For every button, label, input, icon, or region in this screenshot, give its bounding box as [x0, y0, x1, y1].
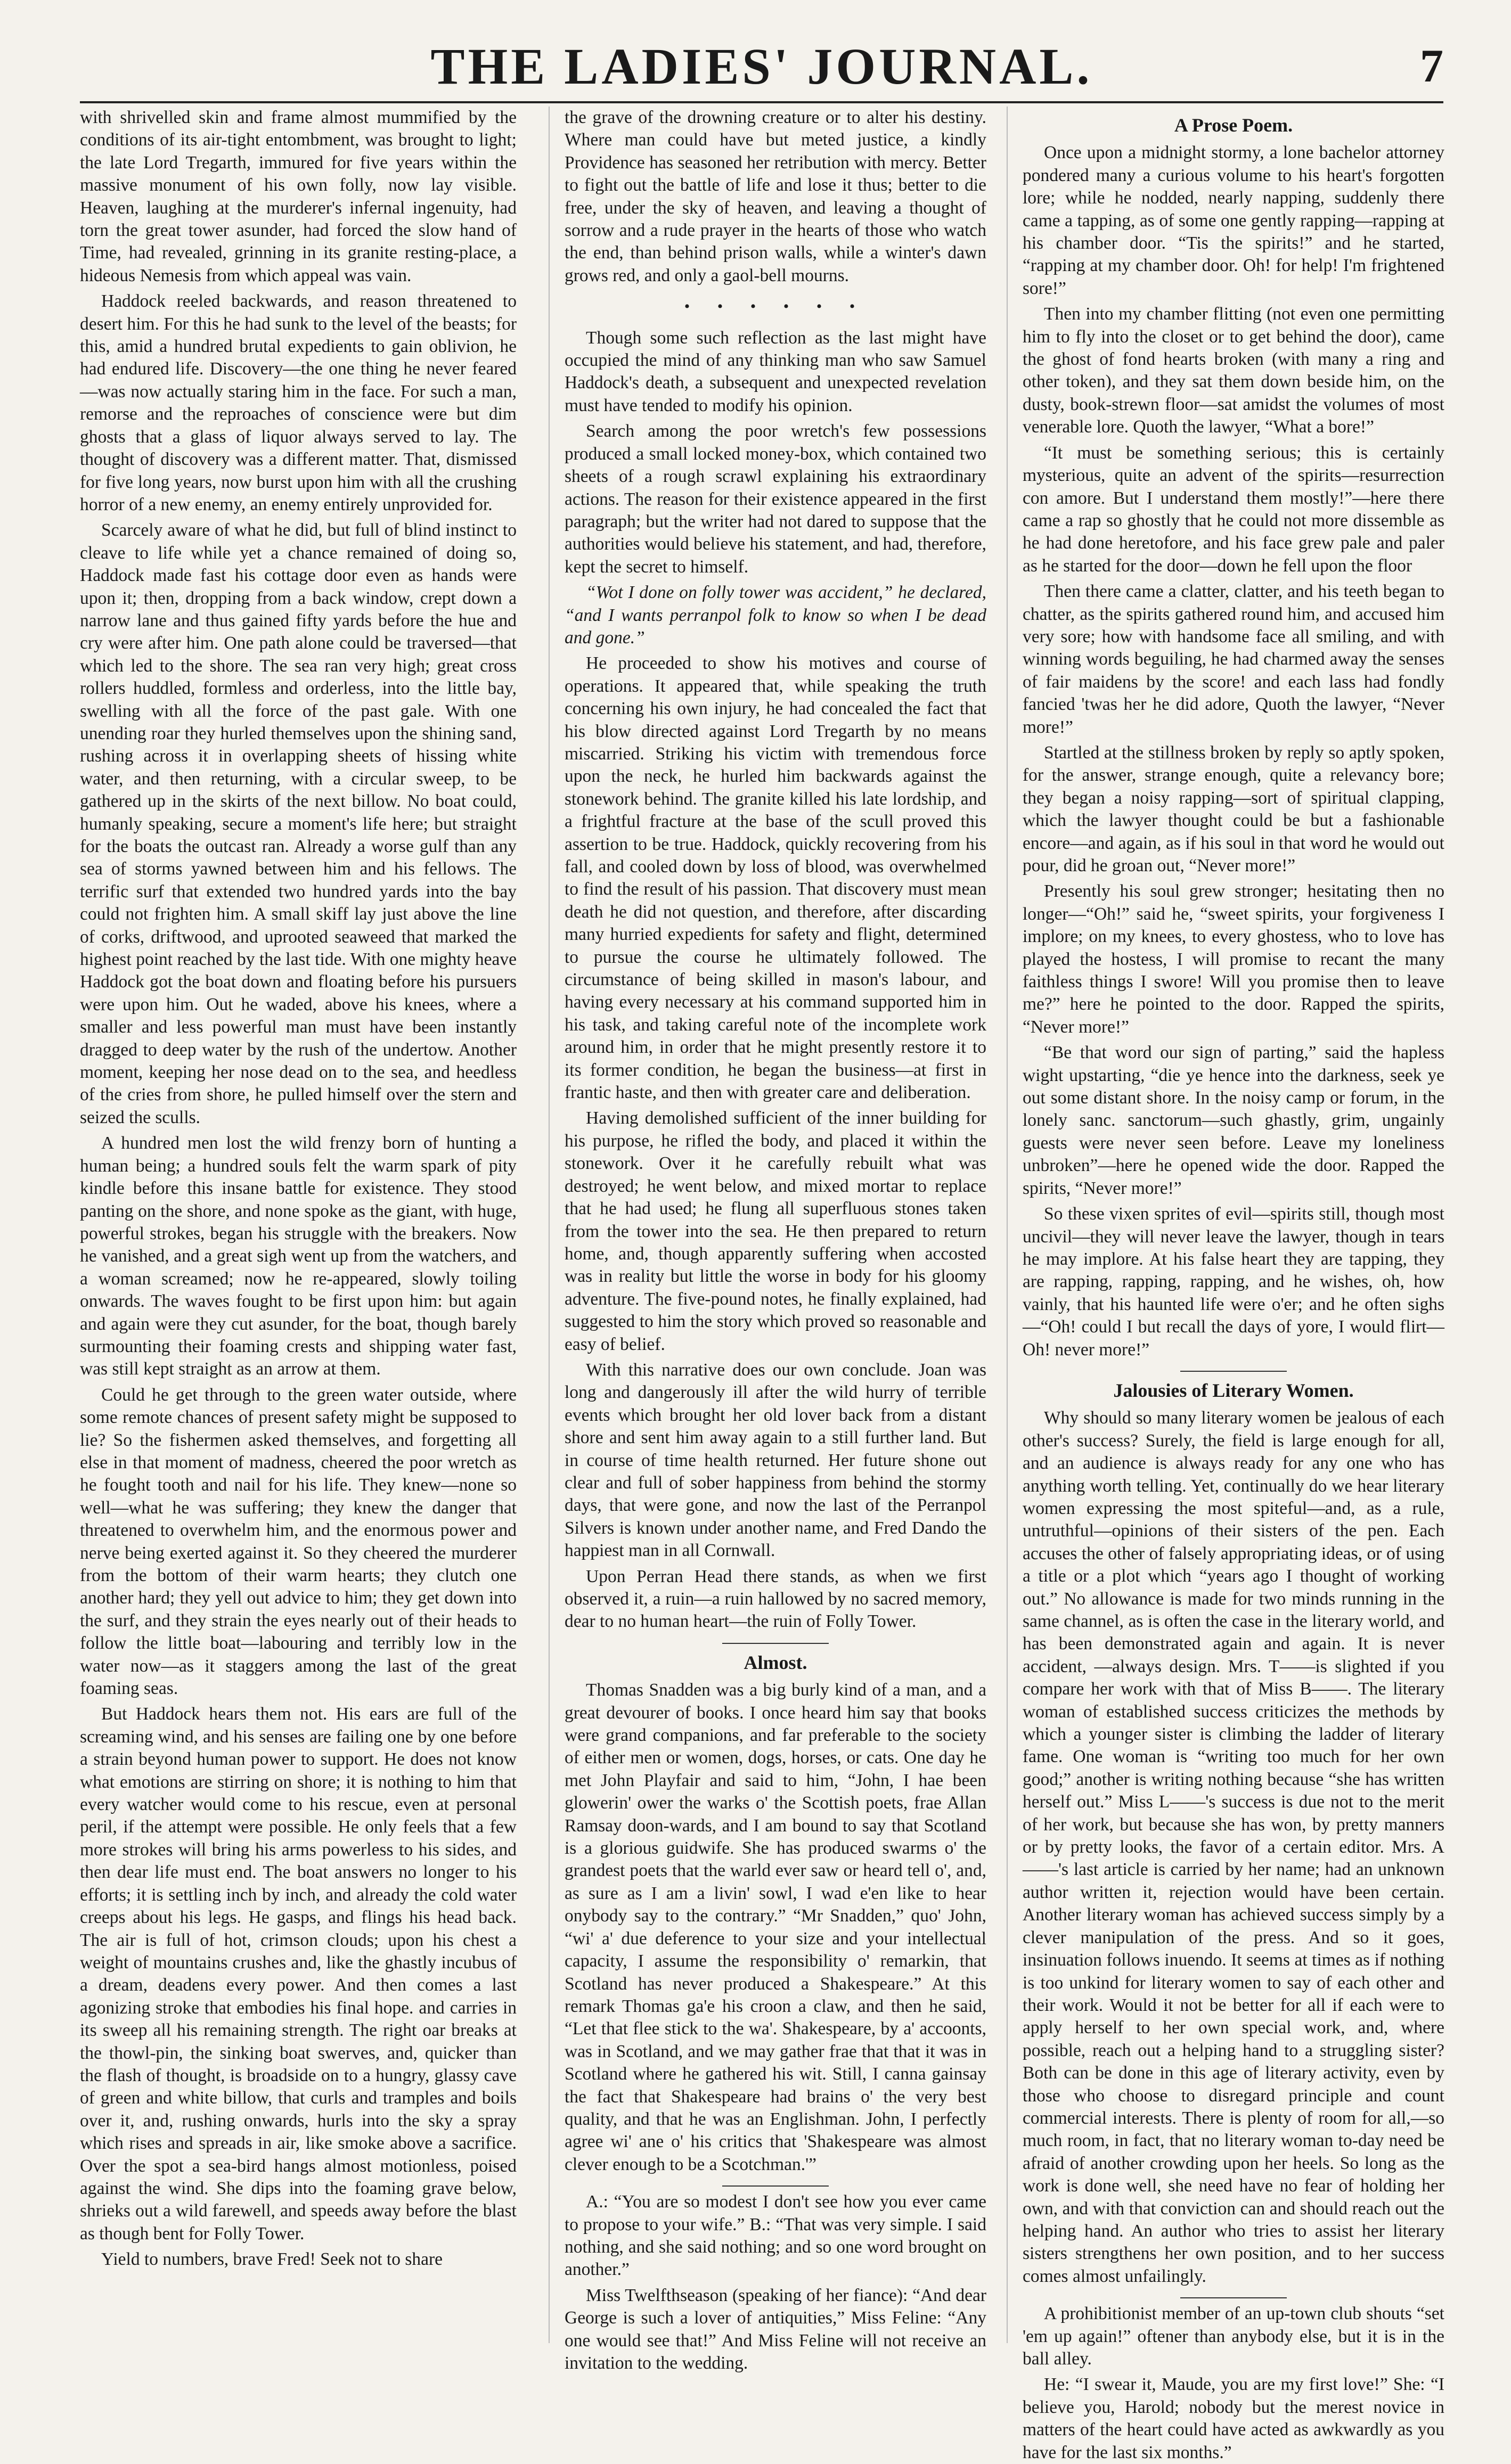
paragraph: He: “I swear it, Maude, you are my first love!” She: “I believe you, Harold; nobody but the merest novice in matters of the heart could have acted as awkwardly as you have for the last six months.” [1023, 2375, 1444, 2462]
paragraph: Then into my chamber flitting (not even one permitting him to fly into the closet or to get behind the door), came the ghost of fond hearts broken (with many a ring and other token), and they sat them down beside him, on the dusty, book-strewn floor—sat amidst the volumes of most venerable lore. Quoth the lawyer, “What a bore!” [1023, 304, 1444, 437]
paragraph: Once upon a midnight stormy, a lone bachelor attorney pondered many a curious volume to his heart's forgotten lore; while he nodded, nearly napping, suddenly there came a tapping, as of some one gently rapping—rapping at his chamber door. “Tis the spirits!” and he started, “rapping at my chamber door. Oh! for help! I'm frightened sore!” [1023, 143, 1444, 298]
divider [1180, 1371, 1287, 1372]
paragraph: Presently his soul grew stronger; hesitating then no longer—“Oh!” said he, “sweet spirits, your forgiveness I implore; on my knees, to every ghostess, who to love has played the hostess, I will promise to recant the many faithless things I swore! Will you promise then to leave me?” here he pointed to the door. Rapped the spirits, “Never more!” [1023, 881, 1444, 1037]
paragraph: Miss Twelfthseason (speaking of her fiance): “And dear George is such a lover of antiquities,” Miss Feline: “Any one would see that!” And Miss Feline will not receive an invitation to the wedding. [565, 2285, 986, 2373]
column-2 [549, 107, 986, 2373]
divider [722, 2185, 829, 2187]
paragraph: Could he get through to the green water outside, where some remote chances of present safety might be supposed to lie? So the fishermen asked themselves, and forgetting all else in that moment of madness, cheered the poor wretch as he fought tooth and nail for his life. They knew—none so well—what he was suffering; they knew the danger that threatened to overwhelm him, and the enormous power and nerve being exerted against it. So they cheered the murderer from the bottom of their warm hearts; they clutch one another hard; they yell out advice to him; they get down into the surf, and they strain the eyes nearly out of their heads to follow the little boat—labouring and terribly low in the water now—as it staggers among the last of the great foaming seas. [80, 1385, 517, 1699]
story-continuation [80, 107, 517, 2271]
journal-title: THE LADIES' JOURNAL. [430, 38, 1093, 95]
paragraph: Thomas Snadden was a big burly kind of a man, and a great devourer of books. I once heard him say that books were grand companions, and far preferable to the society of either men or women, dogs, horses, or cats. One day he met John Playfair and said to him, “John, I hae been glowerin' ower the warks o' the Scottish poets, frae Allan Ramsay doon-wards, and I am bound to say that Scotland is a glorious guidwife. She has produced swarms o' the grandest poets that the warld ever saw or heard tell o', and, as sure as I am a livin' sowl, I wad e'en like to hear onybody say to the contrary.” “Mr Snadden,” quo' John, “wi' a' due deference to your size and your intellectual capacity, I assume the responsibility o' remarkin, that Scotland has never produced a Shakespeare.” At this remark Thomas ga'e his croon a claw, and then he said, “Let that flee stick to the wa'. Shakespeare, by a' accoonts, was in Scotland, and we may gather frae that that it was in Scotland where he gathered his wit. Still, I canna gainsay the fact that Shakespeare had brains o' the very best quality, and that he was an Englishman. John, I perfectly agree wi' ane o' his critics that 'Shakespeare was almost clever enough to be a Scotchman.'” [565, 1680, 986, 2174]
page-number: 7 [1420, 40, 1443, 92]
paragraph: Yield to numbers, brave Fred! Seek not to share [101, 2249, 443, 2270]
masthead [80, 37, 1443, 103]
section-break-dots: • • • • • • [684, 298, 867, 316]
paragraph: Haddock reeled backwards, and reason threatened to desert him. For this he had sunk to the level of the beasts; for this, amid a hundred brutal expedients to gain oblivion, he had endured life. Discovery—the one thing he never feared—was now actually staring him in the face. For such a man, remorse and the reproaches of conscience were but dim ghosts that a glass of liquor always served to lay. The thought of discovery was a different matter. That, dismissed for five long years, now burst upon him with all the crushing horror of a new enemy, an enemy entirely unprovided for. [80, 291, 517, 514]
almost-heading: Almost. [744, 1651, 807, 1673]
paragraph: Upon Perran Head there stands, as when we first observed it, a ruin—a ruin hallowed by no sacred memory, dear to no human heart—the ruin of Folly Tower. [565, 1566, 986, 1632]
column-3 [1007, 107, 1444, 2462]
paragraph: Scarcely aware of what he did, but full of blind instinct to cleave to life while yet a chance remained of doing so, Haddock made fast his cottage door even as hands were upon it; then, dropping from a back window, crept down a narrow lane and thus gained fifty yards before the hue and cry were after him. One path alone could be traversed—that which led to the shore. The sea ran very high; great cross rollers huddled, formless and orderless, into the little bay, swelling with all the force of the past gale. With one unending roar they hurled themselves upon the shining sand, rushing across it in overlapping sheets of hissing white water, and then returning, with a circular sweep, to be gathered up in the skirts of the next billow. No boat could, humanly speaking, secure a moment's life here; but straight for the boats the outcast ran. Already a worse gulf than any sea of storms yawned between him and his fellows. The terrific surf that extended two hundred yards into the bay could not frighten him. A small skiff lay just above the line of corks, driftwood, and uprooted seaweed that marked the highest point reached by the last tide. With one mighty heave Haddock got the boat down and floating before his pursuers were upon him. Out he waded, above his knees, where a smaller and less powerful man must have been instantly dragged to deep water by the rush of the undertow. Another moment, keeping her nose dead on to the sea, and heedless of the cries from shore, he pulled himself over the stern and seized the sculls. [80, 520, 517, 1127]
divider [1180, 2297, 1287, 2298]
paragraph: with shrivelled skin and frame almost mummified by the conditions of its air-tight entombment, was brought to light; the late Lord Tregarth, immured for five years within the massive monument of his own folly, now lay visible. Heaven, laughing at the murderer's infernal ingenuity, had torn the great tower asunder, had forced the slow hand of Time, had revealed, grinning in its granite resting-place, a hideous Nemesis from which appeal was vain. [80, 108, 517, 285]
paragraph: the grave of the drowning creature or to alter his destiny. Where man could have but meted justice, a kindly Providence has seasoned her retribution with mercy. Better to fight out the battle of life and lose it thus; better to die free, under the sky of heaven, and leaving a thought of sorrow and a rude prayer in the hearts of those who watch the end, than behind prison walls, while a winter's dawn grows red, and only a gaol-bell mourns. [565, 108, 986, 285]
jealousies-heading: Jalousies of Literary Women. [1113, 1379, 1354, 1401]
paragraph: But Haddock hears them not. His ears are full of the screaming wind, and his senses are failing one by one before a strain beyond human power to support. He does not know what emotions are stirring on shore; it is nothing to him that every watcher would come to his rescue, even at personal peril, if the attempt were possible. He only feels that a few more strokes will bring his arms powerless to his sides, and then dear life must end. The boat answers no longer to his efforts; it is settling inch by inch, and already the cold water creeps about his legs. He gasps, and flings his head back. The air is full of hot, crimson clouds; upon his chest a weight of mountains crushes and, like the ghastly incubus of a dream, deadens every power. And then comes a last agonizing stroke that embodies his final hope. and carries in its sweep all his remaining strength. The right oar breaks at the thowl-pin, the sinking boat swerves, and, quicker than the flash of thought, is broadside on to a hungry, glassy cave of green and white billow, that curls and tramples and boils over it, and, rushing onwards, hurls into the sky a spray which rises and spreads in air, like smoke above a sacrifice. Over the spot a sea-bird hangs almost motionless, poised against the wind. She dips into the foaming grave below, shrieks out a wild farewell, and speeds away before the blast as though bent for Folly Tower. [80, 1704, 517, 2244]
paragraph: “Be that word our sign of parting,” said the hapless wight upstarting, “die ye hence into the darkness, seek ye out some distant shore. In the noisy camp or forum, in the lonely sanc. sanctorum—such ghastly, grim, ungainly guests were never seen before. Leave my loneliness unbroken”—here he opened wide the door. Rapped the spirits, “Never more!” [1023, 1043, 1444, 1198]
paragraph: A hundred men lost the wild frenzy born of hunting a human being; a hundred souls felt the warm spark of pity kindle before this insane battle for existence. They stood panting on the shore, and none spoke as the giant, with huge, powerful strokes, began his struggle with the breakers. Now he vanished, and a great sigh went up from the watchers, and a woman screamed; now he re-appeared, slowly toiling onwards. The waves fought to be first upon him: but again and again were they cut asunder, for the boat, though barely surmounting their foaming crests and shipping water fast, was still kept straight as an arrow at them. [80, 1133, 517, 1379]
paragraph: Search among the poor wretch's few possessions produced a small locked money-box, which contained two sheets of a rough scrawl explaining his extraordinary actions. The reason for their existence appeared in the first paragraph; but the writer had not dared to suppose that the authorities would believe his statement, and had, therefore, kept the secret to himself. [565, 421, 986, 577]
paragraph: A.: “You are so modest I don't see how you ever came to propose to your wife.” B.: “That was very simple. I said nothing, and she said nothing; and so one word brought on another.” [565, 2192, 986, 2280]
paragraph: He proceeded to show his motives and course of operations. It appeared that, while speaking the truth concerning his own injury, he had concealed the fact that his blow directed against Lord Tregarth by no means miscarried. Striking his victim with tremendous force upon the neck, he hurled him backwards against the stonework behind. The granite killed his late lordship, and a frightful fracture at the base of the scull proved this assertion to be true. Haddock, quickly recovering from his fall, and cooled down by loss of blood, was overwhelmed to find the result of his passion. That discovery must mean death he did not question, and therefore, after discarding many hurried expedients for safety and flight, determined to pursue the course he ultimately followed. The circumstance of being skilled in mason's labour, and having every necessary at his command supported him in his task, and taking careful note of the incomplete work around him, in order that he might presently restore it to its former condition, he began the business—at first in frantic haste, and then with greater care and deliberation. [565, 653, 986, 1103]
column-1 [80, 107, 517, 2343]
paragraph: So these vixen sprites of evil—spirits still, though most uncivil—they will never leave the lawyer, though in tears he may implore. At his false heart they are tapping, they are rapping, rapping, rapping, and he wishes, oh, how vainly, that his haunted life were o'er; and he often sighs—“Oh! could I but recall the days of yore, I would flirt—Oh! never more!” [1023, 1204, 1444, 1360]
paragraph: Having demolished sufficient of the inner building for his purpose, he rifled the body, and placed it within the stonework. Over it he carefully rebuilt what was destroyed; he went below, and mixed mortar to replace that he had used; he flung all superfluous stones taken from the tower into the sea. He then prepared to return home, and, though apparently suffering when accosted was in reality but little the worse in body for his gloomy adventure. The five-pound notes, he finally explained, had suggested to him the story which proved so reasonable and easy of belief. [565, 1108, 986, 1354]
paragraph: A prohibitionist member of an up-town club shouts “set 'em up again!” oftener than anybody else, but it is in the ball alley. [1023, 2304, 1444, 2369]
divider [722, 1643, 829, 1644]
prose-poem-heading: A Prose Poem. [1174, 114, 1293, 136]
quoted-confession: “Wot I done on folly tower was accident,” he declared, “and I wants perranpol folk to know so when I be dead and gone.” [565, 583, 986, 648]
paragraph: Though some such reflection as the last might have occupied the mind of any thinking man who saw Samuel Haddock's death, a subsequent and unexpected revelation must have tended to modify his opinion. [565, 328, 986, 415]
paragraph: Then there came a clatter, clatter, and his teeth began to chatter, as the spirits gathered round him, and accused him very sore; how with handsome face all smiling, and with winning words beguiling, he had charmed away the senses of fair maidens by the score! and each lass had fondly fancied 'twas her he did adore, Quoth the lawyer, “Never more!” [1023, 582, 1444, 737]
paragraph: Why should so many literary women be jealous of each other's success? Surely, the field is large enough for all, and an audience is always ready for any one who has anything worth telling. Yet, continually do we hear literary women expressing the most spiteful—and, as a rule, untruthful—opinions of their sisters of the pen. Each accuses the other of falsely appropriating ideas, or of using a title or a plot which “years ago I thought of working out.” No allowance is made for two minds running in the same channel, as is often the case in the literary world, and has been demonstrated again and again. It is never accident, —always design. Mrs. T——is slighted if you compare her work with that of Miss B——. The literary woman of established success criticizes the methods by which a younger sister is climbing the ladder of literary fame. One woman is “writing too much for her own good;” another is writing nothing because “she has written herself out.” Miss L——'s success is due not to the merit of her work, but because she has won, by pretty manners or by pretty looks, the favor of a certain editor. Mrs. A——'s last article is carried by her name; had an unknown author written it, rejection would have been certain. Another literary woman has achieved success simply by a clever manipulation of the press. And so it goes, insinuation follows inuendo. It seems at times as if nothing is too unkind for literary women to say of each other and their work. Would it not be better for all if each were to apply herself to her own special work, and, where possible, reach out a helping hand to a struggling sister? Both can be done in this age of literary activity, even by those who choose to disregard principle and count commercial interests. There is plenty of room for all,—so much room, in fact, that no literary woman to-day need be afraid of another crowding upon her heels. So long as the work is done well, she need have no fear of holding her own, and with that conviction can and should reach out the helping hand. An author who tries to assist her literary sisters strengthens her own position, and to her success comes almost unfailingly. [1023, 1408, 1444, 2286]
paragraph: With this narrative does our own conclude. Joan was long and dangerously ill after the wild hurry of terrible events which brought her old lover back from a distant shore and sent him away again to a still further land. But in course of time health returned. Her future shone out clear and full of sober happiness from behind the stormy days, that were gone, and now the last of the Perranpol Silvers is known under another name, and Fred Dando the happiest man in all Cornwall. [565, 1360, 986, 1561]
paragraph: Startled at the stillness broken by reply so aptly spoken, for the answer, strange enough, quite a relevancy bore; they began a noisy rapping—sort of spiritual clapping, which the lawyer thought could be but a fashionable encore—and again, as if his soul in that word he would out pour, did he groan out, “Never more!” [1023, 742, 1444, 875]
paragraph: “It must be something serious; this is certainly mysterious, quite an advent of the spirits—resurrection con amore. But I understand them mostly!”—here there came a rap so ghostly that he could not more dissemble as he had done heretofore, and his face grew pale and paler as he started for the door—down he fell upon the floor [1023, 443, 1444, 576]
